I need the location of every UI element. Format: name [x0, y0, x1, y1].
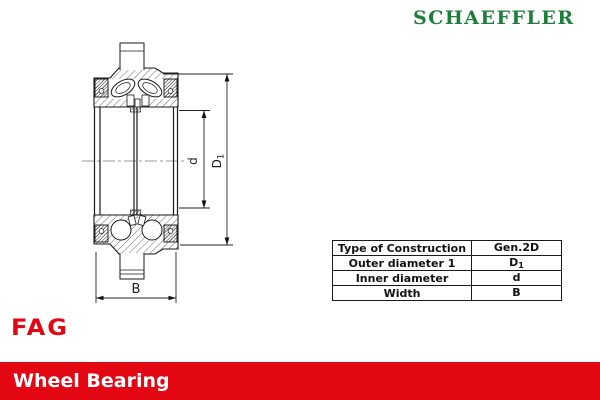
shaft-stub-top [120, 43, 144, 70]
table-row [333, 256, 562, 271]
shaft-stub-bottom [120, 253, 144, 279]
row-label: Width [333, 286, 472, 301]
table-row [333, 286, 562, 301]
dim-label-d1: $D_1$ [210, 153, 227, 169]
row-label: Type of Construction [333, 241, 472, 256]
row-value: d [472, 271, 562, 286]
page-title: Wheel Bearing [13, 370, 170, 392]
spec-table [332, 240, 562, 301]
inner-ring-joint-bottom [131, 210, 141, 215]
dim-label-d: d [186, 157, 200, 165]
table-row [333, 271, 562, 286]
row-value: Gen.2D [472, 241, 562, 256]
bearing-cross-section [75, 30, 237, 315]
dim-label-b: B [131, 282, 141, 297]
seal-bottom-left [95, 225, 108, 242]
seal-top-left [95, 79, 108, 97]
row-label: Outer diameter 1 [333, 256, 472, 271]
seal-top-right [164, 79, 177, 97]
seal-bottom-right [164, 225, 177, 242]
fag-logo: FAG [11, 315, 69, 341]
bearing-drawing [75, 30, 237, 315]
inner-ring-joint-top [131, 107, 141, 112]
row-value: $D_1$ [472, 256, 562, 271]
schaeffler-logo: SCHAEFFLER [413, 7, 575, 29]
footer-bar [0, 362, 600, 400]
row-value: B [472, 286, 562, 301]
table-row [333, 241, 562, 256]
row-label: Inner diameter [333, 271, 472, 286]
